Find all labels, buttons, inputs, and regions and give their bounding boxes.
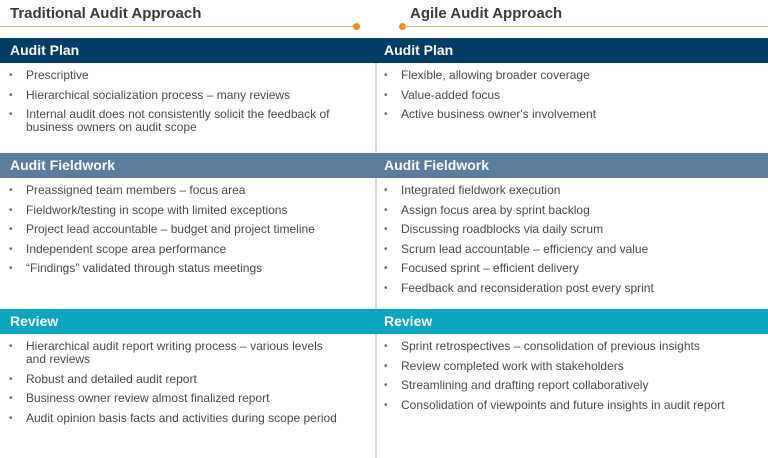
left-header: Review	[10, 313, 59, 329]
list-item: • Independent scope area performance	[0, 243, 375, 256]
list-item: • Audit opinion basis facts and activities during scope period	[0, 412, 375, 425]
list-item: • Active business owner's involvement	[377, 108, 768, 121]
right-column	[377, 334, 768, 458]
list-item: • Project lead accountable – budget and project timeline	[0, 223, 375, 236]
traditional-title: Traditional Audit Approach	[10, 5, 202, 22]
left-bullet-list	[0, 63, 375, 134]
section-review	[0, 309, 768, 458]
left-column	[0, 334, 377, 458]
list-item: • “Findings” validated through status meetings	[0, 262, 375, 275]
list-item: • Integrated fieldwork execution	[377, 184, 768, 197]
list-item: • Business owner review almost finalized report	[0, 392, 375, 405]
left-header: Audit Plan	[10, 42, 80, 58]
section-header	[0, 309, 768, 334]
section-body	[0, 334, 768, 458]
list-item: • Scrum lead accountable – efficiency and value	[377, 243, 768, 256]
list-item: • Flexible, allowing broader coverage	[377, 69, 768, 82]
right-header: Audit Plan	[384, 42, 454, 58]
list-item: • Consolidation of viewpoints and future insights in audit report	[377, 399, 768, 412]
section-audit-plan	[0, 38, 768, 152]
list-item: • Feedback and reconsideration post every sprint	[377, 282, 768, 295]
right-column	[377, 63, 768, 152]
left-bullet-list	[0, 178, 375, 275]
list-item: • Review completed work with stakeholders	[377, 360, 768, 373]
left-header: Audit Fieldwork	[10, 157, 115, 173]
section-body	[0, 63, 768, 152]
left-column	[0, 63, 377, 152]
right-bullet-list	[377, 334, 768, 412]
list-item: • Hierarchical socialization process – many reviews	[0, 89, 375, 102]
agile-title: Agile Audit Approach	[410, 5, 563, 22]
left-dot-icon	[353, 23, 360, 30]
list-item: • Discussing roadblocks via daily scrum	[377, 223, 768, 236]
right-header: Audit Fieldwork	[384, 157, 489, 173]
right-header: Review	[384, 313, 433, 329]
right-bullet-list	[377, 63, 768, 121]
left-column	[0, 178, 377, 309]
left-title-rule	[0, 26, 356, 27]
list-item: • Fieldwork/testing in scope with limited exceptions	[0, 204, 375, 217]
list-item: • Assign focus area by sprint backlog	[377, 204, 768, 217]
list-item: • Prescriptive	[0, 69, 375, 82]
right-column	[377, 178, 768, 309]
section-audit-fieldwork	[0, 153, 768, 309]
list-item: • Internal audit does not consistently solicit the feedback of business owners on audit scope	[0, 108, 375, 134]
list-item: • Value-added focus	[377, 89, 768, 102]
section-body	[0, 178, 768, 309]
list-item: • Sprint retrospectives – consolidation of previous insights	[377, 340, 768, 353]
right-title-rule	[402, 26, 768, 27]
section-header	[0, 153, 768, 178]
list-item: • Streamlining and drafting report collaboratively	[377, 379, 768, 392]
list-item: • Focused sprint – efficient delivery	[377, 262, 768, 275]
right-bullet-list	[377, 178, 768, 295]
left-bullet-list	[0, 334, 375, 425]
section-header	[0, 38, 768, 63]
list-item: • Robust and detailed audit report	[0, 373, 375, 386]
list-item: • Hierarchical audit report writing process – various levels and reviews	[0, 340, 375, 366]
list-item: • Preassigned team members – focus area	[0, 184, 375, 197]
